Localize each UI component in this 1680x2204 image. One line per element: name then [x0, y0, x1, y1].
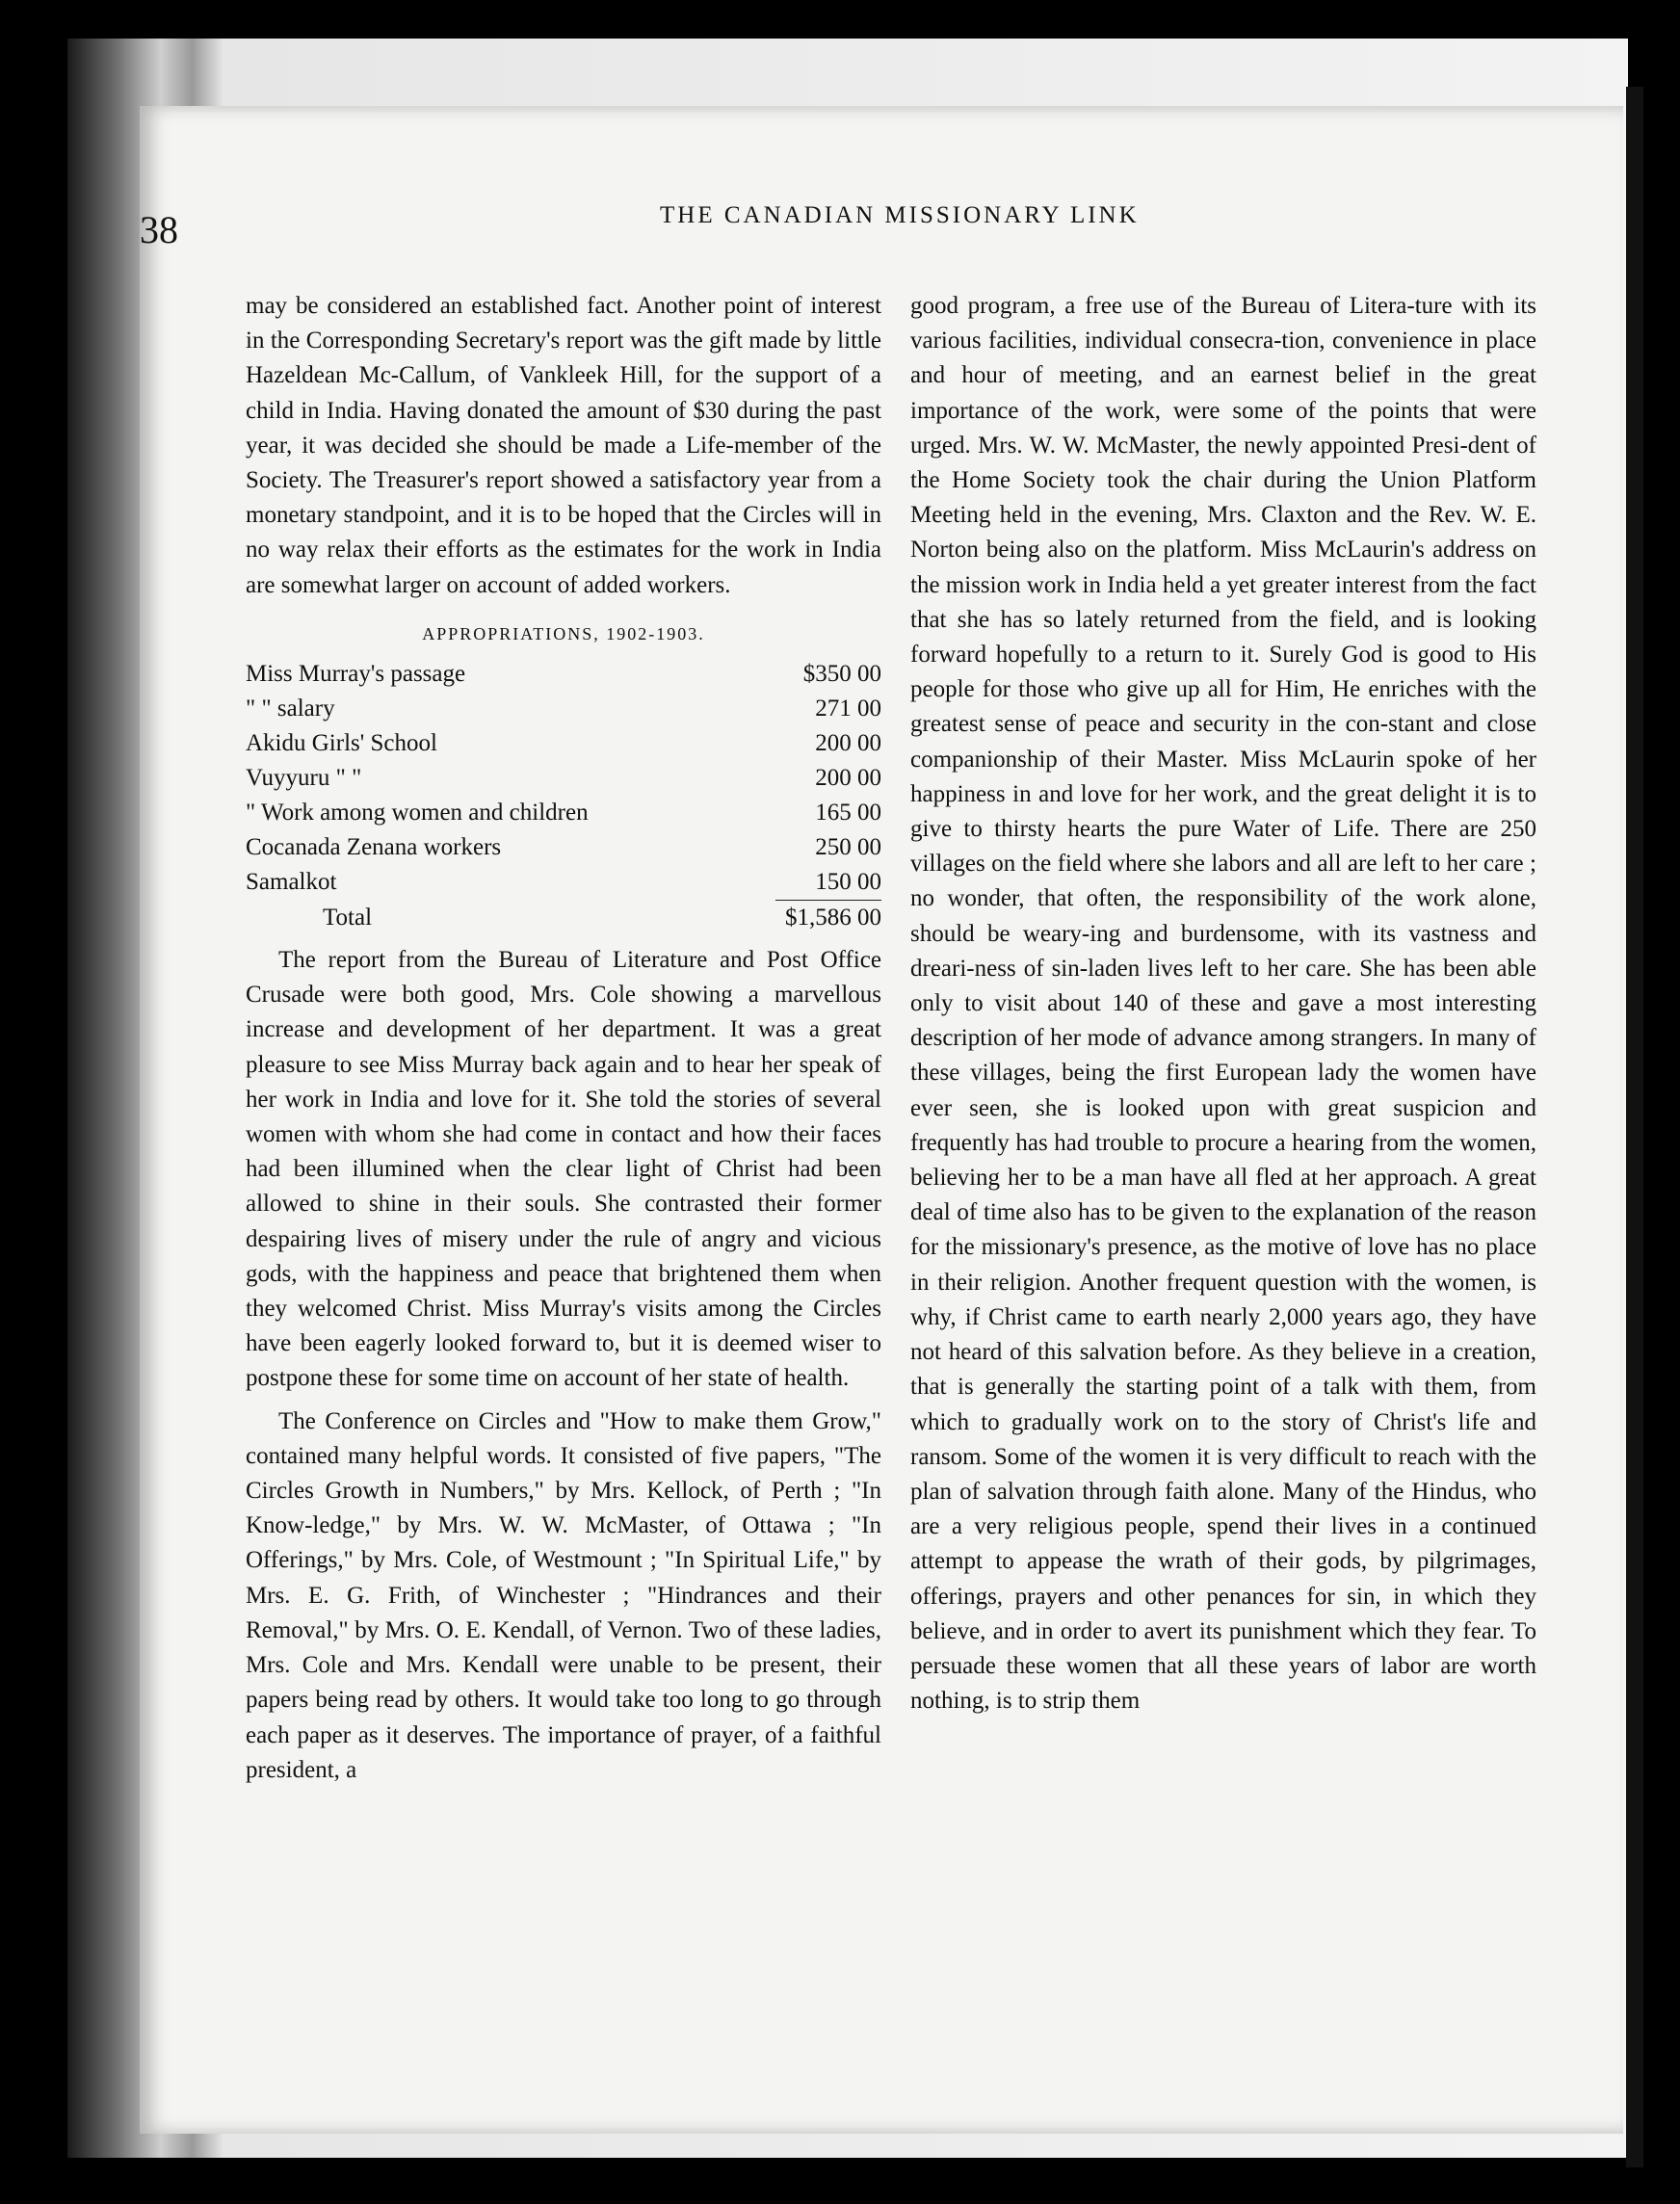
appropriation-label: " " salary [246, 695, 335, 722]
table-row [246, 692, 881, 726]
running-title: THE CANADIAN MISSIONARY LINK [660, 202, 1140, 228]
left-column [246, 289, 881, 1788]
appropriation-amount: 150 00 [815, 869, 881, 896]
table-row [246, 761, 881, 796]
left-paragraph-2: The report from the Bureau of Literature and Post Office Crusade were both good, Mrs. Cole showing a marvellous increase and development of her department. It was a great pleasure to see Miss Murray back again and to hear her speak of her work in India and love for it. She told the stories of several women with whom she had come in contact and how their faces had been illumined when the clear light of Christ had been allowed to shine in their souls. She contrasted their former despairing lives of misery under the rule of angry and vicious gods, with the happiness and peace that brightened them when they welcomed Christ. Miss Murray's visits among the Circles have been eagerly looked forward to, but it is deemed wiser to postpone these for some time on account of her state of health. [246, 947, 881, 1392]
scan-border [1626, 87, 1643, 2167]
appropriation-label: Samalkot [246, 869, 337, 896]
appropriation-label: " Work among women and children [246, 800, 589, 826]
left-paragraph-3: The Conference on Circles and "How to make them Grow," contained many helpful words. It consisted of five papers, "The Circles Growth in Numbers," by Mrs. Kellock, of Perth ; "In Know-ledge," by Mrs. W. W. McMaster, of Ottawa ; "In Offerings," by Mrs. Cole, of Westmount ; "In Spiritual Life," by Mrs. E. G. Frith, of Winchester ; "Hindrances and their Removal," by Mrs. O. E. Kendall, of Vernon. Two of these ladies, Mrs. Cole and Mrs. Kendall were unable to be present, their papers being read by others. It would take too long to go through each paper as it deserves. The importance of prayer, of a faithful president, a [246, 1407, 881, 1783]
appropriation-amount: 165 00 [815, 800, 881, 826]
total-row [246, 901, 881, 936]
right-paragraph-1: good program, a free use of the Bureau of Litera-ture with its various facilities, individual consecra-tion, convenience in place and hour of meeting, and an earnest belief in the great importance of the work, were some of the points that were urged. Mrs. W. W. McMaster, the newly appointed Presi-dent of the Home Society took the chair during the Union Platform Meeting held in the evening, Mrs. Claxton and the Rev. W. E. Norton being also on the platform. Miss McLaurin's address on the mission work in India held a yet greater interest from the fact that she has so lately returned from the field, and is looking forward hopefully to a return to it. Surely God is good to His people for those who give up all for Him, He enriches with the greatest sense of peace and security in the con-stant and close companionship of their Master. Miss McLaurin spoke of her happiness in and love for her work, and the great delight it is to give to thirsty hearts the pure Water of Life. There are 250 villages on the field where she labors and all are left to her care ; no wonder, that often, the responsibility of the work alone, should be weary-ing and burdensome, with its vastness and dreari-ness of sin-laden lives left to her care. She has been able only to visit about 140 of these and gave a most interesting description of her mode of advance among strangers. In many of these villages, being the first European lady the women have ever seen, she is looked upon with great suspicion and frequently has had trouble to procure a hearing from the women, believing her to be a man have all fled at her approach. A great deal of time also has to be given to the explanation of the reason for the missionary's presence, as the motive of love has no place in their religion. Another frequent question with the women, is why, if Christ came to earth nearly 2,000 years ago, they have not heard of this salvation before. As they believe in a creation, that is generally the starting point of a talk with them, from which to gradually work on to the story of Christ's life and ransom. Some of the women it is very difficult to reach with the plan of salvation through faith alone. Many of the Hindus, who are a very religious people, spend their lives in a continued attempt to appease the wrath of their gods, by pilgrimages, offerings, prayers and other penances for sin, in which they believe, and in order to avert its punishment which they fear. To persuade these women that all these years of labor are worth nothing, is to strip them [910, 293, 1536, 1715]
appropriations-heading: APPROPRIATIONS, 1902-1903. [422, 623, 705, 643]
appropriations-table [246, 657, 881, 935]
right-column [910, 289, 1536, 1719]
total-amount: $1,586 00 [775, 901, 881, 936]
appropriation-amount: 200 00 [815, 730, 881, 757]
appropriation-label: Akidu Girls' School [246, 730, 437, 757]
appropriation-amount: 250 00 [815, 834, 881, 861]
appropriation-label: Cocanada Zenana workers [246, 834, 502, 861]
appropriation-amount: 271 00 [815, 695, 881, 722]
book-page [140, 106, 1623, 2134]
table-row [246, 726, 881, 761]
table-row [246, 796, 881, 830]
total-label: Total [323, 904, 373, 931]
appropriation-label: Vuyyuru " " [246, 765, 362, 792]
appropriation-label: Miss Murray's passage [246, 661, 466, 688]
appropriation-amount: 200 00 [815, 765, 881, 792]
table-row [246, 865, 881, 901]
table-row [246, 830, 881, 865]
page-number: 38 [140, 208, 178, 251]
appropriation-amount: $350 00 [802, 661, 881, 688]
table-row [246, 657, 881, 692]
left-paragraph-1: may be considered an established fact. Another point of interest in the Corresponding Secretary's report was the gift made by little Hazeldean Mc-Callum, of Vankleek Hill, for the support of a child in India. Having donated the amount of $30 during the past year, it was decided she should be made a Life-member of the Society. The Treasurer's report showed a satisfactory year from a monetary standpoint, and it is to be hoped that the Circles will in no way relax their efforts as the estimates for the work in India are somewhat larger on account of added workers. [246, 293, 881, 598]
